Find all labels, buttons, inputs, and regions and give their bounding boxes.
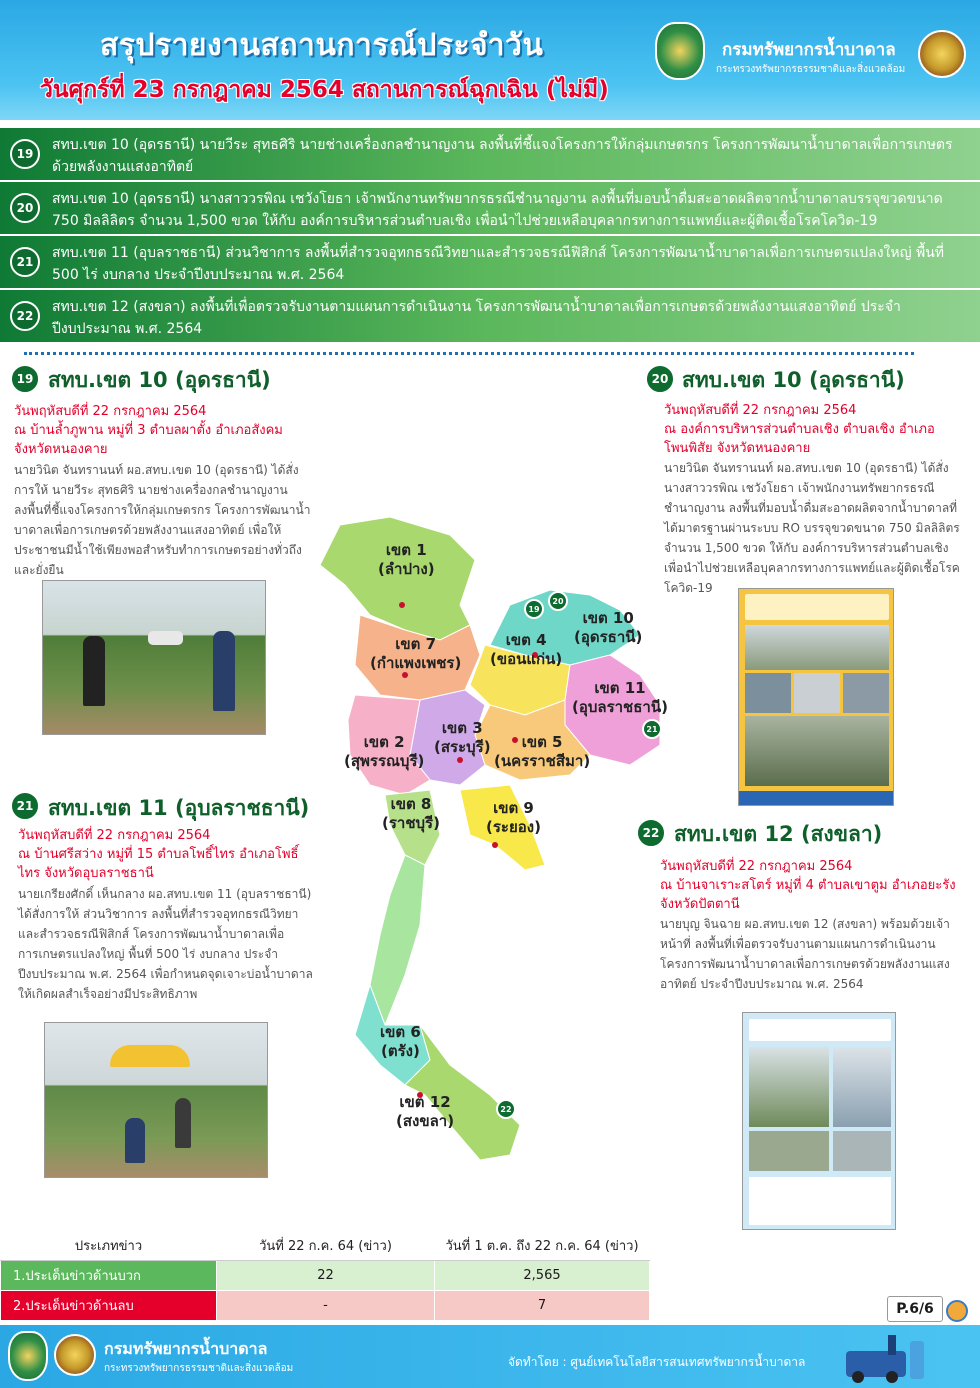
section-body: นายเกรียงศักดิ์ เห็นกลาง ผอ.สทบ.เขต 11 (อุบลราชธานี) ได้สั่งการให้ ส่วนวิชาการ ลงพื้นที่สำรวจอุทกธรณีวิทยาและสำรวจธรณีฟิสิกส์ โครงการพัฒนาน้ำบาดาลเพื่อการเกษตรแปลงใหญ่ พื้นที่ 500 ไร่ งบกลาง ประจำปีงบประมาณ พ.ศ. 2564 เพื่อกำหนดจุดเจาะบ่อน้ำบาดาลให้เกิดผลสำเร็จอย่างมีประสิทธิภาพ	[18, 887, 313, 1001]
section-photo	[44, 1022, 268, 1178]
rig-mast-shape	[888, 1335, 896, 1355]
section-location: ณ บ้านจาเราะสโตร์ หมู่ที่ 4 ตำบลเขาตูม อำเภอยะรัง จังหวัดปัตตานี	[660, 878, 956, 912]
collage-photo-tile	[749, 1131, 829, 1171]
region-sub: (สงขลา)	[396, 1112, 455, 1130]
water-tank-shape	[910, 1341, 924, 1379]
ministry-emblem-icon	[918, 30, 966, 78]
footer-org-sub: กระทรวงทรัพยากรธรรมชาติและสิ่งแวดล้อม	[104, 1363, 294, 1374]
map-location-dot	[457, 757, 463, 763]
region-sub: (อุบลราชธานี)	[572, 698, 668, 716]
region-sub: (สระบุรี)	[434, 738, 491, 756]
footer-org-name: กรมทรัพยากรน้ำบาดาล	[104, 1339, 268, 1358]
collage-header-banner	[745, 594, 889, 620]
news-item-text: สทบ.เขต 12 (สงขลา) ลงพื้นที่เพื่อตรวจรับงานตามแผนการดำเนินงาน โครงการพัฒนาน้ำบาดาลเพื่อการเกษตรด้วยพลังงานแสงอาทิตย์ ประจำปีงบประมาณ พ.ศ. 2564	[52, 299, 901, 337]
region-name: เขต 1	[385, 541, 427, 559]
news-stats-table	[0, 1230, 650, 1321]
map-marker-22: 22	[496, 1099, 516, 1119]
page-subtitle: วันศุกร์ที่ 23 กรกฎาคม 2564 สถานการณ์ฉุกเฉิน (ไม่มี)	[40, 77, 609, 103]
map-marker-19: 19	[524, 599, 544, 619]
region-name: เขต 5	[521, 733, 563, 751]
region-sub: (ตรัง)	[380, 1042, 420, 1060]
map-location-dot	[399, 602, 405, 608]
rig-wheel-shape	[852, 1371, 864, 1383]
section-body: นายวินิต จันทรานนท์ ผอ.สทบ.เขต 10 (อุดรธานี) ได้สั่ง นางสาววรพิณ เชวังโยธา เจ้าพนักงานทรัพยากรธรณีชำนาญงาน ลงพื้นที่มอบน้ำดื่มสะอาดผลิตจากน้ำบาดาลที่ได้มาตรฐานผ่านระบบ RO บรรจุขวดขนาด 750 มิลลิลิตร จำนวน 1,500 ขวด ให้กับ องค์การบริหารส่วนตำบลเชิง เพื่อนำไปช่วยเหลือบุคลากรทางการแพทย์และผู้ติดเชื้อโรคโควิด-19	[664, 461, 960, 595]
news-item-21	[0, 236, 980, 290]
collage-photo-tile	[745, 625, 889, 670]
collage-caption-block	[749, 1177, 891, 1225]
section-date: วันพฤหัสบดีที่ 22 กรกฎาคม 2564	[660, 859, 853, 874]
region-sub: (สุพรรณบุรี)	[344, 752, 425, 770]
region-name: เขต 4	[505, 631, 547, 649]
map-location-dot	[492, 842, 498, 848]
page-header	[0, 0, 980, 120]
collage-footer-bar	[739, 791, 894, 806]
section-photo	[42, 580, 266, 735]
photo-person-figure	[213, 631, 235, 711]
region-name: เขต 9	[493, 799, 534, 817]
item-number-badge: 20	[10, 193, 40, 223]
map-region-label	[574, 609, 642, 647]
section-location: ณ บ้านศรีสว่าง หมู่ที่ 15 ตำบลโพธิ์ไทร อำเภอโพธิ์ไทร จังหวัดอุบลราชธานี	[18, 847, 299, 881]
photo-person-figure	[125, 1118, 145, 1163]
section-body: นายบุญ จินฉาย ผอ.สทบ.เขต 12 (สงขลา) พร้อมด้วยเจ้าหน้าที่ ลงพื้นที่เพื่อตรวจรับงานตามแผนการดำเนินงาน โครงการพัฒนาน้ำบาดาลเพื่อการเกษตรด้วยพลังงานแสงอาทิตย์ ประจำปีงบประมาณ พ.ศ. 2564	[660, 917, 950, 991]
table-cell-label: 1.ประเด็นข่าวด้านบวก	[1, 1261, 217, 1291]
region-name: เขต 10	[582, 609, 634, 627]
page-title: สรุปรายงานสถานการณ์ประจำวัน	[100, 28, 544, 63]
section-title: สทบ.เขต 11 (อุบลราชธานี)	[48, 796, 310, 820]
section-date: วันพฤหัสบดีที่ 22 กรกฎาคม 2564	[664, 403, 857, 418]
section-number-badge: 21	[10, 791, 40, 821]
table-header-cell: วันที่ 1 ต.ค. ถึง 22 ก.ค. 64 (ข่าว)	[435, 1231, 650, 1261]
header-org-sub: กระทรวงทรัพยากรธรรมชาติและสิ่งแวดล้อม	[716, 64, 906, 75]
section-number-badge: 22	[636, 818, 666, 848]
section-date: วันพฤหัสบดีที่ 22 กรกฎาคม 2564	[18, 828, 211, 843]
map-region-label	[380, 1023, 421, 1061]
collage-photo-tile	[843, 673, 889, 713]
collage-photo-tile	[794, 673, 840, 713]
section-title: สทบ.เขต 10 (อุดรธานี)	[48, 368, 271, 392]
page-number: P.6/6	[887, 1296, 943, 1322]
item-number-badge: 22	[10, 301, 40, 331]
header-org-name: กรมทรัพยากรน้ำบาดาล	[722, 40, 896, 60]
map-region-label	[344, 733, 424, 771]
region-sub: (กำแพงเพชร)	[370, 654, 462, 672]
region-name: เขต 11	[594, 679, 646, 697]
photo-umbrella-shape	[110, 1045, 190, 1067]
table-row	[1, 1261, 650, 1291]
section-title: สทบ.เขต 12 (สงขลา)	[674, 822, 883, 846]
rig-wheel-shape	[886, 1371, 898, 1383]
page-footer	[0, 1325, 980, 1388]
region-sub: (ระยอง)	[486, 818, 541, 836]
region-sub: (อุดรธานี)	[574, 628, 643, 646]
thailand-region-map	[310, 505, 670, 1170]
section-photo-collage	[742, 1012, 896, 1230]
collage-photo-tile	[833, 1131, 891, 1171]
map-svg	[310, 505, 670, 1170]
map-marker-20: 20	[548, 591, 568, 611]
collage-header-banner	[749, 1019, 891, 1041]
map-region-label	[370, 635, 461, 673]
collage-photo-tile	[745, 673, 791, 713]
news-item-text: สทบ.เขต 10 (อุดรธานี) นางสาววรพิณ เชวังโยธา เจ้าพนักงานทรัพยากรธรณีชำนาญงาน ลงพื้นที่มอบน้ำดื่มสะอาดผลิตจากน้ำบาดาลบรรจุขวดขนาด 750 มิลลิลิตร จำนวน 1,500 ขวด ให้กับ องค์การบริหารส่วนตำบลเชิง เพื่อนำไปช่วยเหลือบุคลากรทางการแพทย์และผู้ติดเชื้อโรคโควิด-19	[52, 191, 943, 229]
table-cell-value: 7	[435, 1291, 650, 1321]
map-region-label	[490, 631, 562, 669]
map-region-label	[486, 799, 541, 837]
news-item-text: สทบ.เขต 11 (อุบลราชธานี) ส่วนวิชาการ ลงพื้นที่สำรวจอุทกธรณีวิทยาและสำรวจธรณีฟิสิกส์ โครงการพัฒนาน้ำบาดาลเพื่อการเกษตรแปลงใหญ่ พื้นที่ 500 ไร่ งบกลาง ประจำปีงบประมาณ พ.ศ. 2564	[52, 245, 945, 283]
section-title: สทบ.เขต 10 (อุดรธานี)	[682, 368, 905, 392]
section-number-badge: 19	[10, 364, 40, 394]
table-cell-value: 22	[217, 1261, 435, 1291]
table-cell-value: -	[217, 1291, 435, 1321]
department-emblem-icon	[8, 1331, 48, 1381]
table-header-cell: ประเภทข่าว	[1, 1231, 217, 1261]
collage-photo-tile	[749, 1047, 829, 1127]
map-region-label	[396, 1093, 454, 1131]
section-divider	[24, 352, 914, 355]
section-location: ณ บ้านล้ำภูพาน หมู่ที่ 3 ตำบลผาตั้ง อำเภอสังคม จังหวัดหนองคาย	[14, 423, 283, 457]
table-header-cell: วันที่ 22 ก.ค. 64 (ข่าว)	[217, 1231, 435, 1261]
table-cell-value: 2,565	[435, 1261, 650, 1291]
section-photo-collage	[738, 588, 894, 806]
department-emblem-icon	[655, 22, 705, 80]
region-sub: (ราชบุรี)	[382, 814, 440, 832]
news-item-22	[0, 290, 980, 344]
section-number-badge: 20	[645, 364, 675, 394]
region-sub: (ลำปาง)	[378, 560, 435, 578]
region-name: เขต 2	[363, 733, 405, 751]
photo-person-figure	[175, 1098, 191, 1148]
footer-credit: จัดทำโดย : ศูนย์เทคโนโลยีสารสนเทศทรัพยากรน้ำบาดาล	[508, 1355, 806, 1369]
news-item-19	[0, 128, 980, 182]
map-region-south-upper	[370, 855, 425, 1025]
section-body: นายวินิต จันทรานนท์ ผอ.สทบ.เขต 10 (อุดรธานี) ได้สั่งการให้ นายวีระ สุทธศิริ นายช่างเครื่องกลชำนาญงาน ลงพื้นที่ชี้แจงโครงการให้กลุ่มเกษตรกร โครงการพัฒนาน้ำบาดาลเพื่อการเกษตรด้วยพลังงานแสงอาทิตย์ เพื่อให้ประชาชนมีน้ำใช้เพียงพอสำหรับทำการเกษตรอย่างทั่วถึงและยั่งยืน	[14, 463, 311, 577]
section-location: ณ องค์การบริหารส่วนตำบลเชิง ตำบลเชิง อำเภอโพนพิสัย จังหวัดหนองคาย	[664, 422, 935, 456]
region-name: เขต 12	[399, 1093, 451, 1111]
map-region-label	[434, 719, 491, 757]
region-name: เขต 7	[395, 635, 437, 653]
news-item-20	[0, 182, 980, 236]
water-tower-icon	[946, 1300, 968, 1322]
section-date: วันพฤหัสบดีที่ 22 กรกฎาคม 2564	[14, 404, 207, 419]
map-region-label	[378, 541, 435, 579]
news-item-text: สทบ.เขต 10 (อุดรธานี) นายวีระ สุทธศิริ นายช่างเครื่องกลชำนาญงาน ลงพื้นที่ชี้แจงโครงการให้กลุ่มเกษตรกร โครงการพัฒนาน้ำบาดาลเพื่อการเกษตรด้วยพลังงานแสงอาทิตย์	[52, 137, 953, 175]
map-region-label	[382, 795, 440, 833]
collage-photo-tile	[745, 716, 889, 786]
region-name: เขต 8	[390, 795, 432, 813]
region-name: เขต 3	[441, 719, 483, 737]
region-sub: (นครราชสีมา)	[494, 752, 591, 770]
region-name: เขต 6	[380, 1023, 421, 1041]
map-region-label	[494, 733, 590, 771]
map-region-label	[572, 679, 668, 717]
photo-person-figure	[83, 636, 105, 706]
drilling-rig-icon	[846, 1335, 926, 1381]
table-row	[1, 1291, 650, 1321]
item-number-badge: 21	[10, 247, 40, 277]
map-marker-21: 21	[642, 719, 662, 739]
table-header-row	[1, 1231, 650, 1261]
ministry-emblem-icon	[54, 1334, 96, 1376]
collage-photo-tile	[833, 1047, 891, 1127]
region-sub: (ขอนแก่น)	[490, 650, 563, 668]
photo-car-shape	[148, 631, 183, 645]
table-cell-label: 2.ประเด็นข่าวด้านลบ	[1, 1291, 217, 1321]
item-number-badge: 19	[10, 139, 40, 169]
